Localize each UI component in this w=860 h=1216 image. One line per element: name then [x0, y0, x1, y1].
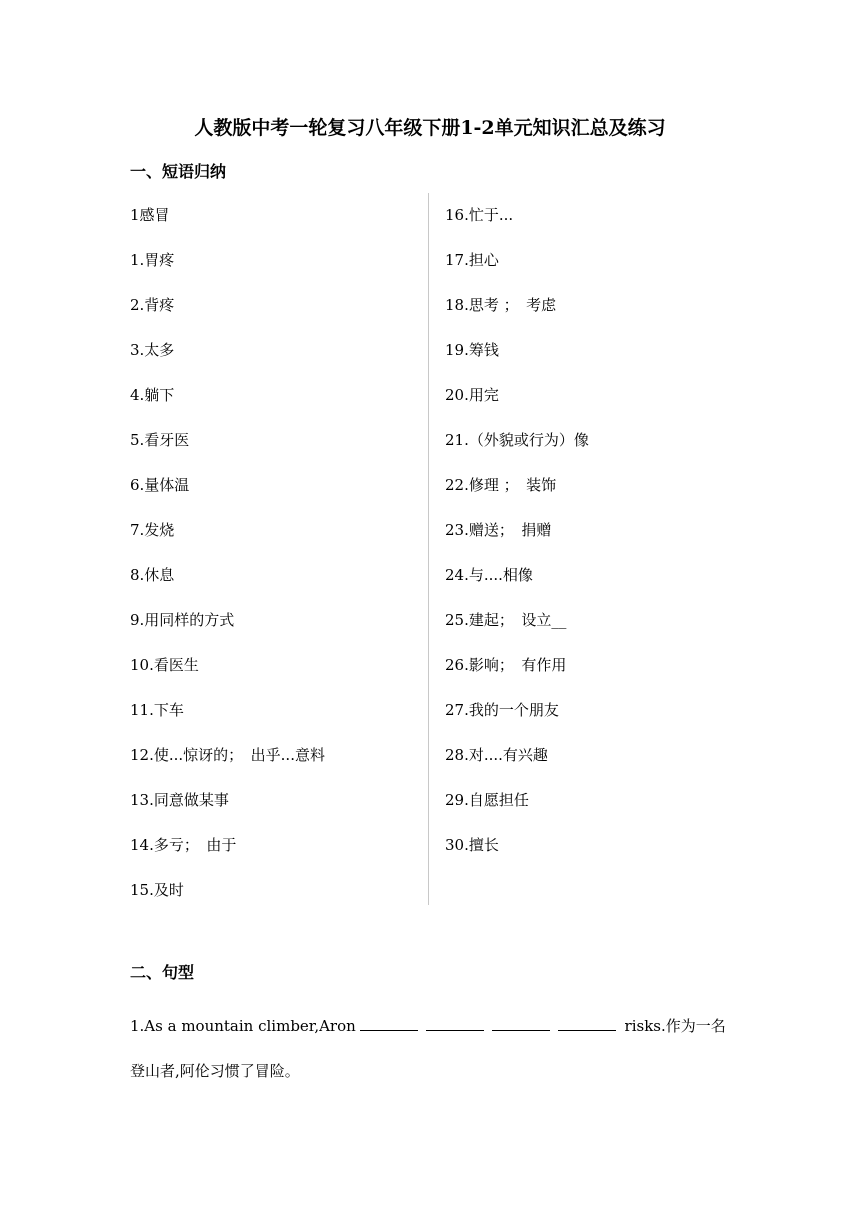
sentence-exercise-1 — [130, 1004, 740, 1094]
phrase-item: 21.（外貌或行为）像 — [445, 431, 589, 449]
phrase-list-right — [445, 193, 735, 868]
phrase-item: 12.使...惊讶的； 出乎...意料 — [130, 746, 325, 764]
phrase-item: 15.及时 — [130, 881, 184, 899]
phrase-item: 14.多亏； 由于 — [130, 836, 237, 854]
phrase-item: 11.下车 — [130, 701, 184, 719]
phrase-item: 22.修理 ； 装饰 — [445, 476, 557, 494]
phrase-item: 8.休息 — [130, 566, 175, 584]
answer-blank[interactable] — [558, 1015, 616, 1031]
phrase-item: 25.建起； 设立__ — [445, 611, 567, 629]
phrase-item: 29.自愿担任 — [445, 791, 529, 809]
phrase-item: 4.躺下 — [130, 386, 175, 404]
section-heading-phrases: 一、短语归纳 — [130, 162, 227, 181]
phrase-item: 19.筹钱 — [445, 341, 499, 359]
phrase-item: 3.太多 — [130, 341, 175, 359]
phrase-item: 13.同意做某事 — [130, 791, 229, 809]
answer-blank[interactable] — [492, 1015, 550, 1031]
phrase-item: 30.擅长 — [445, 836, 499, 854]
phrase-list-left — [130, 193, 420, 913]
section-heading-sentences: 二、句型 — [130, 963, 195, 982]
phrase-item: 10.看医生 — [130, 656, 199, 674]
phrase-item: 27.我的一个朋友 — [445, 701, 559, 719]
phrase-item: 24.与....相像 — [445, 566, 533, 584]
phrase-item: 16.忙于... — [445, 206, 514, 224]
phrase-item: 20.用完 — [445, 386, 499, 404]
phrase-item: 18.思考 ； 考虑 — [445, 296, 557, 314]
phrase-item: 28.对....有兴趣 — [445, 746, 548, 764]
answer-blank[interactable] — [360, 1015, 418, 1031]
phrase-item: 5.看牙医 — [130, 431, 190, 449]
phrase-item: 7.发烧 — [130, 521, 175, 539]
sentence-suffix: risks.作为一名登山者,阿伦习惯了冒险。 — [130, 1017, 726, 1080]
page-title: 人教版中考一轮复习八年级下册1-2单元知识汇总及练习 — [194, 117, 666, 139]
phrase-item: 2.背疼 — [130, 296, 175, 314]
answer-blank[interactable] — [426, 1015, 484, 1031]
phrase-item: 6.量体温 — [130, 476, 190, 494]
phrase-item: 26.影响； 有作用 — [445, 656, 567, 674]
phrase-item: 1感冒 — [130, 206, 170, 224]
phrase-item: 9.用同样的方式 — [130, 611, 235, 629]
phrase-item: 17.担心 — [445, 251, 499, 269]
phrase-item: 23.赠送； 捐赠 — [445, 521, 552, 539]
sentence-prefix: 1.As a mountain climber,Aron — [130, 1017, 356, 1035]
phrase-item: 1.胃疼 — [130, 251, 175, 269]
column-divider — [428, 193, 429, 905]
